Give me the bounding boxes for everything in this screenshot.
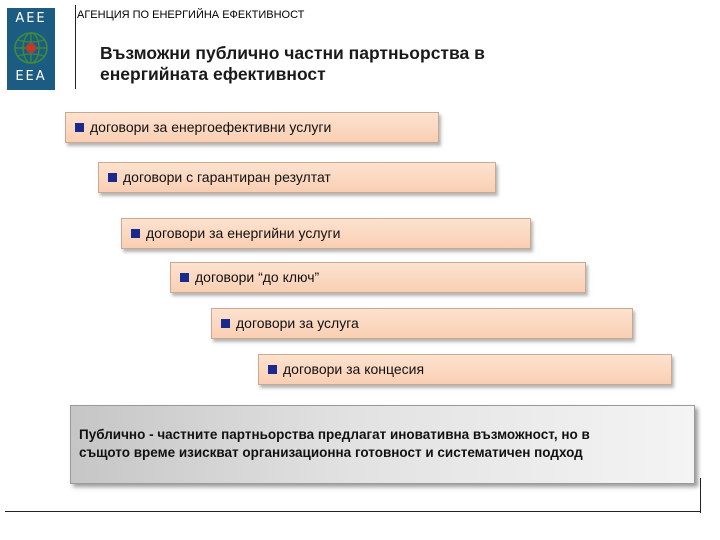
conclusion-box bbox=[70, 405, 695, 484]
page-title bbox=[100, 43, 660, 85]
title-line-2: енергийната ефективност bbox=[100, 64, 326, 84]
square-bullet-icon bbox=[75, 123, 84, 132]
agency-name: АГЕНЦИЯ ПО ЕНЕРГИЙНА ЕФЕКТИВНОСТ bbox=[77, 9, 305, 21]
conclusion-line-1: Публично - частните партньорства предлагат иновативна възможност, но в bbox=[79, 427, 590, 442]
square-bullet-icon bbox=[180, 273, 189, 282]
list-item-label: договори за услуга bbox=[236, 315, 359, 331]
list-item-5 bbox=[211, 308, 633, 339]
square-bullet-icon bbox=[108, 173, 117, 182]
list-item-label: договори за енергоефективни услуги bbox=[90, 119, 332, 135]
logo-top-text: AEE bbox=[15, 11, 47, 26]
corner-divider-vertical bbox=[700, 478, 701, 513]
list-item-6 bbox=[258, 354, 672, 385]
square-bullet-icon bbox=[131, 229, 140, 238]
agency-logo bbox=[7, 8, 55, 90]
globe-emblem-icon bbox=[12, 30, 50, 66]
list-item-label: договори с гарантиран резултат bbox=[123, 169, 331, 185]
footer-divider bbox=[5, 511, 701, 512]
list-item-2 bbox=[98, 162, 496, 193]
square-bullet-icon bbox=[268, 365, 277, 374]
conclusion-line-2: същото време изискват организационна готовност и систематичен подход bbox=[79, 445, 583, 460]
list-item-label: договори за енергийни услуги bbox=[146, 225, 341, 241]
list-item-3 bbox=[121, 218, 531, 249]
square-bullet-icon bbox=[221, 319, 230, 328]
list-item-label: договори за концесия bbox=[283, 361, 425, 377]
list-item-1 bbox=[65, 112, 439, 143]
logo-bottom-text: EEA bbox=[15, 69, 47, 84]
list-item-label: договори “до ключ” bbox=[195, 269, 320, 285]
header-divider bbox=[75, 5, 76, 89]
list-item-4 bbox=[170, 262, 586, 293]
title-line-1: Възможни публично частни партньорства в bbox=[100, 43, 485, 63]
